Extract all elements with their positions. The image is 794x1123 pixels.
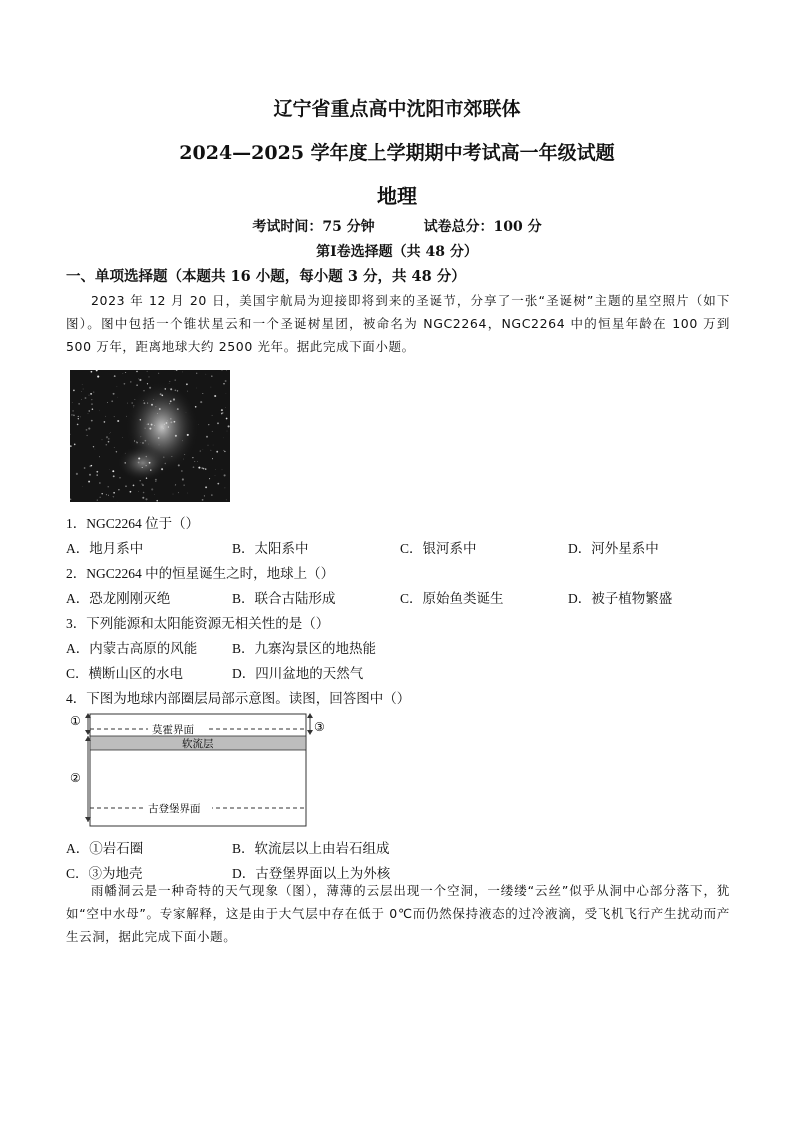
q4-option-a[interactable]: A．①岩石圈 bbox=[66, 841, 144, 856]
q3-option-b[interactable]: B．九寨沟景区的地热能 bbox=[232, 641, 377, 656]
q3-option-d[interactable]: D．四川盆地的天然气 bbox=[232, 666, 364, 681]
gutenberg-label: 古登堡界面 bbox=[148, 803, 201, 815]
q2-option-a[interactable]: A．恐龙刚刚灭绝 bbox=[66, 591, 171, 606]
q1-option-b[interactable]: B．太阳系中 bbox=[232, 541, 309, 556]
q2-option-c[interactable]: C．原始鱼类诞生 bbox=[400, 591, 504, 606]
label-1: ① bbox=[70, 714, 81, 728]
nebula-photo bbox=[70, 370, 230, 502]
exam-title: 2024—2025 学年度上学期期中考试高一年级试题 bbox=[179, 142, 615, 164]
q2-option-d[interactable]: D．被子植物繁盛 bbox=[568, 591, 673, 606]
label-2: ② bbox=[70, 771, 81, 785]
q3-option-a[interactable]: A．内蒙古高原的风能 bbox=[66, 641, 198, 656]
asthenosphere-label: 软流层 bbox=[182, 738, 214, 750]
part-heading: 第Ⅰ卷选择题（共 48 分） bbox=[316, 244, 478, 260]
passage-fallstreak-cloud: 雨幡洞云是一种奇特的天气现象（图），薄薄的云层出现一个空洞，一缕缕“云丝”似乎从洞中心部分落下，犹如“空中水母”。专家解释，这是由于大气层中存在低于 0℃而仍然保持液态的过冷液滴，受飞机飞行产生扰动而产生云洞，据此完成下面小题。 bbox=[66, 883, 730, 944]
exam-time: 考试时间：75 分钟 bbox=[252, 219, 375, 235]
q2-option-b[interactable]: B．联合古陆形成 bbox=[232, 591, 336, 606]
q1-option-a[interactable]: A．地月系中 bbox=[66, 541, 144, 556]
section-heading: 一、单项选择题（本题共 16 小题，每小题 3 分，共 48 分） bbox=[66, 268, 466, 285]
earth-layers-diagram bbox=[66, 712, 336, 828]
q4-option-d[interactable]: D．古登堡界面以上为外核 bbox=[232, 866, 391, 881]
q1-option-d[interactable]: D．河外星系中 bbox=[568, 541, 659, 556]
moho-label: 莫霍界面 bbox=[152, 724, 194, 736]
label-3: ③ bbox=[314, 720, 325, 734]
q4-option-c[interactable]: C．③为地壳 bbox=[66, 866, 143, 881]
q1-option-c[interactable]: C．银河系中 bbox=[400, 541, 477, 556]
passage-christmas-tree: 2023 年 12 月 20 日，美国宇航局为迎接即将到来的圣诞节，分享了一张“圣诞树”主题的星空照片（如下图）。图中包括一个锥状星云和一个圣诞树星团，被命名为 NGC2264，NGC2264 中的恒星年龄在 100 万到 500 万年，距离地球大约 2500 光年。据此完成下面小题。 bbox=[66, 293, 730, 354]
question-4-stem: 4．下图为地球内部圈层局部示意图。读图，回答图中（） bbox=[66, 691, 411, 706]
question-1-stem: 1．NGC2264 位于（） bbox=[66, 516, 200, 531]
q4-option-b[interactable]: B．软流层以上由岩石组成 bbox=[232, 841, 390, 856]
exam-score: 试卷总分：100 分 bbox=[423, 219, 542, 235]
exam-meta bbox=[0, 216, 794, 236]
question-2-stem: 2．NGC2264 中的恒星诞生之时，地球上（） bbox=[66, 566, 335, 581]
nebula-image bbox=[70, 370, 230, 502]
question-3-stem: 3．下列能源和太阳能资源无相关性的是（） bbox=[66, 616, 330, 631]
school-title: 辽宁省重点高中沈阳市郊联体 bbox=[273, 98, 521, 120]
subject-title: 地理 bbox=[377, 184, 417, 208]
q3-option-c[interactable]: C．横断山区的水电 bbox=[66, 666, 184, 681]
